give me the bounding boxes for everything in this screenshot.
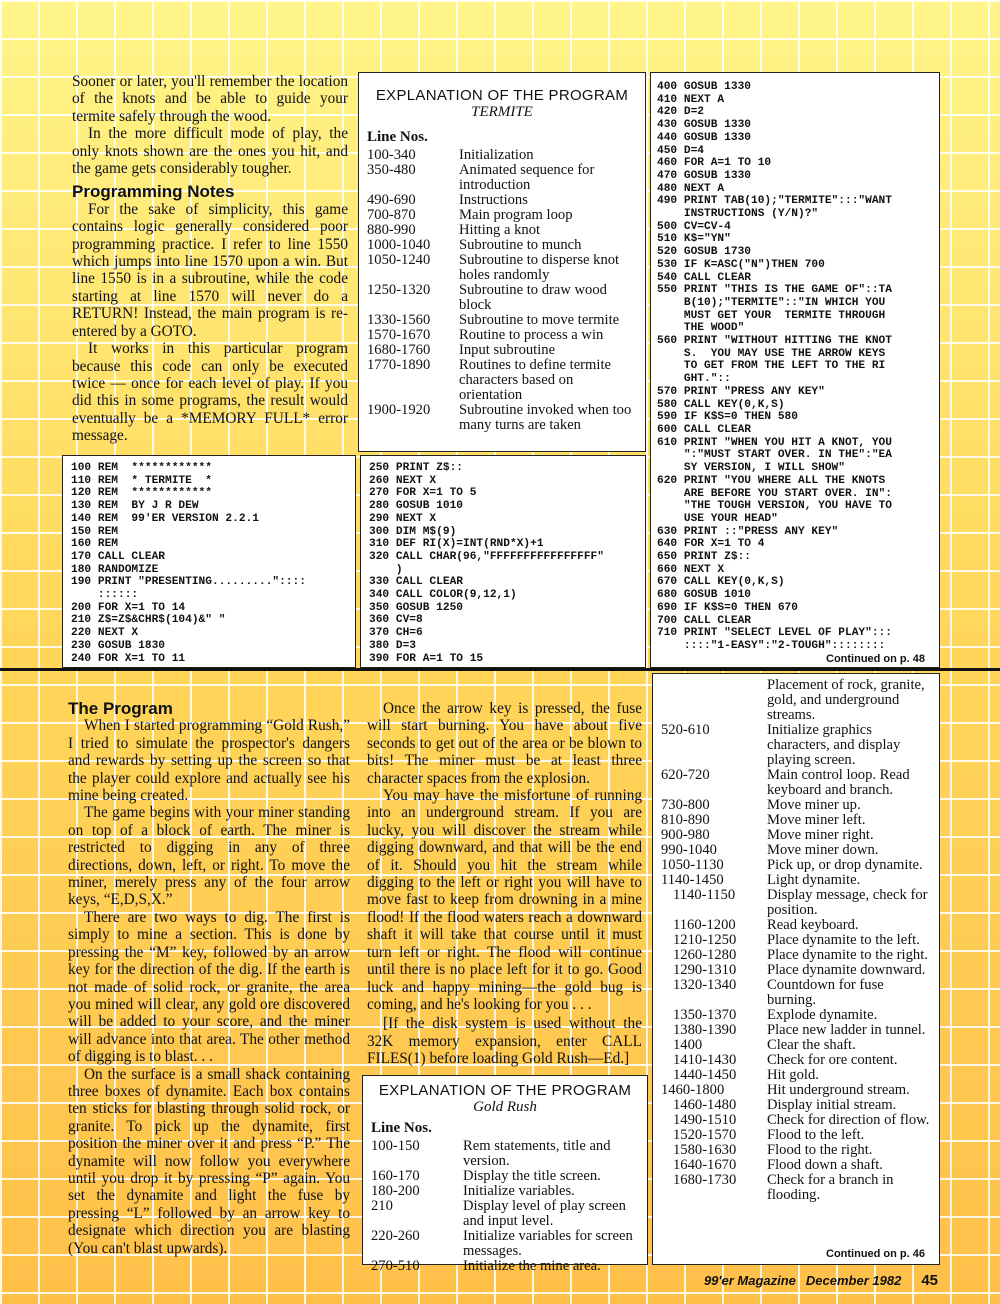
paragraph: There are two ways to dig. The first is simply to mine a section. This is done by pressing the “M” key, followed by an arrow key for the direction of the dig. If the earth is not made of solid rock, or granite, the area you mined will clear, any gold ore discovered will be added to your score, and the miner will advance into that area. The other method of digging is to blast. . . <box>68 908 350 1066</box>
line-range: 1210-1250 <box>673 932 737 948</box>
table-row <box>367 253 637 283</box>
line-range: 270-510 <box>371 1258 420 1274</box>
table-row <box>661 1143 931 1158</box>
table-row <box>661 948 931 963</box>
table-row <box>661 813 931 828</box>
line-description: Hit gold. <box>767 1067 819 1083</box>
line-range: 1490-1510 <box>673 1112 737 1128</box>
explanation-table <box>371 1139 639 1274</box>
line-description: Flood to the left. <box>767 1127 865 1143</box>
line-range: 1050-1240 <box>367 252 431 268</box>
line-description: Display the title screen. <box>463 1168 601 1184</box>
issue-date: December 1982 <box>805 1273 902 1288</box>
table-row <box>367 283 637 313</box>
paragraph: It works in this particular program because this code can only be executed twice — once for each level of play. If you did this in some programs, the result would eventually be a *MEMORY FULL* error message. <box>72 340 348 445</box>
line-description: Initialization <box>459 147 534 163</box>
line-description: Move miner left. <box>767 812 866 828</box>
line-range: 620-720 <box>661 767 710 783</box>
table-row <box>371 1184 639 1199</box>
line-description: Clear the shaft. <box>767 1037 856 1053</box>
line-description: Initialize variables. <box>463 1183 575 1199</box>
line-range: 490-690 <box>367 192 416 208</box>
the-program-heading: The Program <box>68 699 173 718</box>
line-description: Check for direction of flow. <box>767 1112 930 1128</box>
explanation-title: EXPLANATION OF THE PROGRAM <box>378 1082 632 1099</box>
line-range: 1250-1320 <box>367 282 431 298</box>
line-range: 1400 <box>673 1037 703 1053</box>
termite-explanation-box <box>358 72 646 452</box>
table-row <box>367 208 637 223</box>
line-range: 1410-1430 <box>673 1052 737 1068</box>
code-listing: 100 REM ************ 110 REM * TERMITE * 120 REM ************ 130 REM BY J R DEW 140 REM 99'ER VERSION 2.2.1 150 REM 160 REM 170 CALL CLEAR 180 RANDOMIZE 190 PRINT "PRESENTING.........":::: :::::: 200 FOR X=1 TO 14 210 Z$=Z$&CHR$(104)&" " 220 NEXT X 230 GOSUB 1830 240 FOR X=1 TO 11 <box>71 462 306 665</box>
goldrush-column-2 <box>367 700 642 1068</box>
line-range: 1000-1040 <box>367 237 431 253</box>
table-row <box>367 403 637 433</box>
line-description: Initialize graphics characters, and display playing screen. <box>767 722 901 768</box>
table-row <box>661 858 931 873</box>
line-description: Light dynamite. <box>767 872 861 888</box>
line-description: Place new ladder in tunnel. <box>767 1022 926 1038</box>
table-row <box>367 328 637 343</box>
line-description: Placement of rock, granite, gold, and underground streams. <box>767 677 925 723</box>
table-row <box>371 1169 639 1184</box>
line-nos-header: Line Nos. <box>367 129 428 145</box>
explanation-subtitle: Gold Rush <box>473 1099 537 1115</box>
table-row <box>661 888 931 918</box>
line-description: Move miner down. <box>767 842 879 858</box>
table-row <box>367 148 637 163</box>
paragraph: Once the arrow key is pressed, the fuse will start burning. You have about five seconds to get out of the area or be blown to bits! The miner must be at least three character spaces from the explosion. <box>367 700 642 787</box>
line-range: 990-1040 <box>661 842 717 858</box>
continued-note: Continued on p. 46 <box>826 1248 925 1260</box>
line-range: 180-200 <box>371 1183 420 1199</box>
paragraph: For the sake of simplicity, this game contains logic generally considered poor programming practice. I refer to line 1550 which jumps into line 1570 upon a win. But line 1550 is in a subroutine, while the code starting at line 1570 will never do a RETURN! Instead, the main program is re-entered by a GOTO. <box>72 200 348 340</box>
code-listing: 400 GOSUB 1330 410 NEXT A 420 D=2 430 GOSUB 1330 440 GOSUB 1330 450 D=4 460 FOR A=1 TO 10 470 GOSUB 1330 480 NEXT A 490 PRINT TAB(10);"TERMITE":::"WANT INSTRUCTIONS (Y/N)?" 500 CV=CV-4 510 K$="YN" 520 GOSUB 1730 530 IF K=ASC("N")THEN 700 540 CALL CLEAR 550 PRINT "THIS IS THE GAME OF"::TA B(10);"TERMITE"::"IN WHICH YOU MUST GET YOUR TERMITE THROUGH THE WOOD" 560 PRINT "WITHOUT HITTING THE KNOT S. YOU MAY USE THE ARROW KEYS TO GET FROM THE LEFT TO THE RI GHT.":: 570 PRINT "PRESS ANY KEY" 580 CALL KEY(0,K,S) 590 IF K$S=0 THEN 580 600 CALL CLEAR 610 PRINT "WHEN YOU HIT A KNOT, YOU ":"MUST START OVER. IN THE":"EA SY VERSION, I WILL SHOW" 620 PRINT "YOU WHERE ALL THE KNOTS ARE BEFORE YOU START OVER. IN": "THE TOUGH VERSION, YOU HAVE TO USE YOUR HEAD" 630 PRINT ::"PRESS ANY KEY" 640 FOR X=1 TO 4 650 PRINT Z$:: 660 NEXT X 670 CALL KEY(0,K,S) 680 GOSUB 1010 690 IF K$S=0 THEN 670 700 CALL CLEAR 710 PRINT "SELECT LEVEL OF PLAY"::: ::::"1-EASY":"2-TOUGH":::::::: <box>657 81 892 652</box>
line-range: 350-480 <box>367 162 416 178</box>
line-description: Main control loop. Read keyboard and branch. <box>767 767 910 798</box>
table-row <box>371 1139 639 1169</box>
paragraph: The game begins with your miner standing on top of a block of earth. The miner is restricted to digging in any of three directions, down, left, or right. To move the miner, merely press any of the four arrow keys, “E,D,S,X.” <box>68 804 350 909</box>
table-row <box>661 918 931 933</box>
table-row <box>367 223 637 238</box>
line-range: 1140-1150 <box>673 887 736 903</box>
goldrush-explanation-box <box>362 1075 648 1274</box>
line-description: Input subroutine <box>459 342 556 358</box>
paragraph: Sooner or later, you'll remember the location of the knots and be able to guide your termite safely through the wood. <box>72 73 348 125</box>
table-row <box>367 238 637 253</box>
line-description: Flood to the right. <box>767 1142 873 1158</box>
goldrush-explanation-continued <box>652 673 940 1265</box>
line-description: Hit underground stream. <box>767 1082 910 1098</box>
line-range: 900-980 <box>661 827 710 843</box>
table-row <box>367 163 637 193</box>
line-range: 1440-1450 <box>673 1067 737 1083</box>
line-range: 1680-1760 <box>367 342 431 358</box>
line-range: 1350-1370 <box>673 1007 737 1023</box>
table-row <box>661 1158 931 1173</box>
page-footer <box>704 1272 938 1289</box>
line-range: 100-150 <box>371 1138 420 1154</box>
goldrush-column-1 <box>68 700 350 1257</box>
line-description: Routine to process a win <box>459 327 604 343</box>
table-row <box>367 358 637 403</box>
line-description: Check for a branch in flooding. <box>767 1172 894 1203</box>
code-listing: 250 PRINT Z$:: 260 NEXT X 270 FOR X=1 TO 5 280 GOSUB 1010 290 NEXT X 300 DIM M$(9) 310 DEF RI(X)=INT(RND*X)+1 320 CALL CHAR(96,"FFFFFFFFFFFFFFFF" ) 330 CALL CLEAR 340 CALL COLOR(9,12,1) 350 GOSUB 1250 360 CV=8 370 CH=6 380 D=3 390 FOR A=1 TO 15 <box>369 462 604 665</box>
line-description: Initialize the mine area. <box>463 1258 601 1274</box>
table-row <box>661 1068 931 1083</box>
paragraph: You may have the misfortune of running into an underground stream. If you are lucky, you will discover the stream while digging downward, and that will be the end of it. Should you hit the stream while digging to the left or right you will have to move fast to keep from drowning in a mine flood! If the flood waters reach a downward shaft it will take that course until it must turn left or right. The flood will continue until there is no place left for it to go. Good luck and happy mining—the gold bug is coming, and he's looking for you . . . <box>367 787 642 1013</box>
table-row <box>661 933 931 948</box>
line-range: 100-340 <box>367 147 416 163</box>
paragraph: On the surface is a small shack containing three boxes of dynamite. Each box contains ten sticks for blasting through solid rock, or granite. To pick up the dynamite, first position the miner over it and press “P.” The dynamite will now follow you everywhere until you drop it by pressing “P” again. You set the dynamite and light the fuse by pressing “L” followed by an arrow key to designate which direction you are blasting (You can't blast upwards). <box>68 1065 350 1257</box>
line-range: 1380-1390 <box>673 1022 737 1038</box>
line-description: Place dynamite downward. <box>767 962 926 978</box>
line-description: Move miner up. <box>767 797 861 813</box>
termite-code-panel-3 <box>650 72 940 668</box>
magazine-name: 99'er Magazine <box>703 1273 796 1288</box>
explanation-table <box>367 148 637 433</box>
table-row <box>661 1173 931 1203</box>
line-range: 700-870 <box>367 207 416 223</box>
line-description: Subroutine to disperse knot holes randomly <box>459 252 620 283</box>
termite-code-panel-1 <box>62 455 356 668</box>
line-range: 520-610 <box>661 722 710 738</box>
line-range: 1160-1200 <box>673 917 736 933</box>
table-row <box>661 1023 931 1038</box>
termite-code-panel-2 <box>360 455 646 668</box>
table-row <box>661 828 931 843</box>
explanation-subtitle: TERMITE <box>471 104 533 120</box>
table-row <box>661 978 931 1008</box>
table-row <box>661 678 931 723</box>
line-description: Hitting a knot <box>459 222 541 238</box>
table-row <box>367 313 637 328</box>
table-row <box>371 1229 639 1259</box>
table-row <box>367 193 637 208</box>
line-description: Place dynamite to the left. <box>767 932 920 948</box>
explanation-title: EXPLANATION OF THE PROGRAM <box>375 87 629 104</box>
line-range: 1140-1450 <box>661 872 724 888</box>
line-description: Display level of play screen and input level. <box>463 1198 626 1229</box>
table-row <box>661 1053 931 1068</box>
line-range: 810-890 <box>661 812 710 828</box>
line-range: 1580-1630 <box>673 1142 737 1158</box>
line-range: 1770-1890 <box>367 357 431 373</box>
continued-note: Continued on p. 48 <box>826 653 925 665</box>
page-number: 45 <box>921 1272 938 1289</box>
line-description: Initialize variables for screen messages. <box>463 1228 633 1259</box>
table-row <box>661 1038 931 1053</box>
table-row <box>661 768 931 798</box>
line-range: 210 <box>371 1198 393 1214</box>
line-range: 1570-1670 <box>367 327 431 343</box>
table-row <box>661 723 931 768</box>
line-range: 1900-1920 <box>367 402 431 418</box>
table-row <box>661 1083 931 1098</box>
line-range: 220-260 <box>371 1228 420 1244</box>
line-description: Flood down a shaft. <box>767 1157 883 1173</box>
line-range: 1460-1800 <box>661 1082 725 1098</box>
table-row <box>661 1113 931 1128</box>
line-range: 1640-1670 <box>673 1157 737 1173</box>
table-row <box>661 1008 931 1023</box>
table-row <box>661 963 931 978</box>
table-row <box>661 843 931 858</box>
paragraph: [If the disk system is used without the 32K memory expansion, enter CALL FILES(1) before loading Gold Rush—Ed.] <box>367 1015 642 1068</box>
programming-notes-heading: Programming Notes <box>72 182 235 202</box>
table-row <box>661 1098 931 1113</box>
line-range: 880-990 <box>367 222 416 238</box>
line-description: Main program loop <box>459 207 573 223</box>
line-nos-header: Line Nos. <box>371 1120 432 1136</box>
line-range: 1520-1570 <box>673 1127 737 1143</box>
line-range: 1680-1730 <box>673 1172 737 1188</box>
line-description: Subroutine to munch <box>459 237 582 253</box>
line-description: Countdown for fuse burning. <box>767 977 884 1008</box>
line-description: Routines to define termite characters based on orientation <box>459 357 611 403</box>
line-range <box>661 678 767 723</box>
line-description: Display initial stream. <box>767 1097 897 1113</box>
line-range: 1320-1340 <box>673 977 737 993</box>
line-description: Move miner right. <box>767 827 874 843</box>
line-description: Place dynamite to the right. <box>767 947 928 963</box>
line-range: 160-170 <box>371 1168 420 1184</box>
line-description: Read keyboard. <box>767 917 859 933</box>
line-range: 1260-1280 <box>673 947 737 963</box>
line-description: Rem statements, title and version. <box>463 1138 611 1169</box>
line-description: Instructions <box>459 192 528 208</box>
table-row <box>661 1128 931 1143</box>
table-row <box>661 873 931 888</box>
line-description: Check for ore content. <box>767 1052 898 1068</box>
paragraph: In the more difficult mode of play, the only knots shown are the ones you hit, and the game gets considerably tougher. <box>72 125 348 178</box>
line-description: Pick up, or drop dynamite. <box>767 857 923 873</box>
section-divider <box>0 668 1000 671</box>
line-description: Display message, check for position. <box>767 887 928 918</box>
line-range: 730-800 <box>661 797 710 813</box>
line-description: Explode dynamite. <box>767 1007 878 1023</box>
table-row <box>371 1259 639 1274</box>
table-row <box>661 798 931 813</box>
table-row <box>367 343 637 358</box>
line-range: 1460-1480 <box>673 1097 737 1113</box>
paragraph: When I started programming “Gold Rush,” I tried to simulate the prospector's dangers and rewards by setting up the screen so that the player could explore and actually see his mine being created. <box>68 717 350 805</box>
line-range: 1330-1560 <box>367 312 431 328</box>
line-description: Subroutine invoked when too many turns are taken <box>459 402 632 433</box>
table-row <box>371 1199 639 1229</box>
line-range: 1290-1310 <box>673 962 737 978</box>
explanation-table <box>661 678 931 1203</box>
line-description: Animated sequence for introduction <box>459 162 595 193</box>
termite-intro <box>72 73 348 445</box>
line-range: 1050-1130 <box>661 857 724 873</box>
line-description: Subroutine to draw wood block <box>459 282 607 313</box>
line-description: Subroutine to move termite <box>459 312 620 328</box>
